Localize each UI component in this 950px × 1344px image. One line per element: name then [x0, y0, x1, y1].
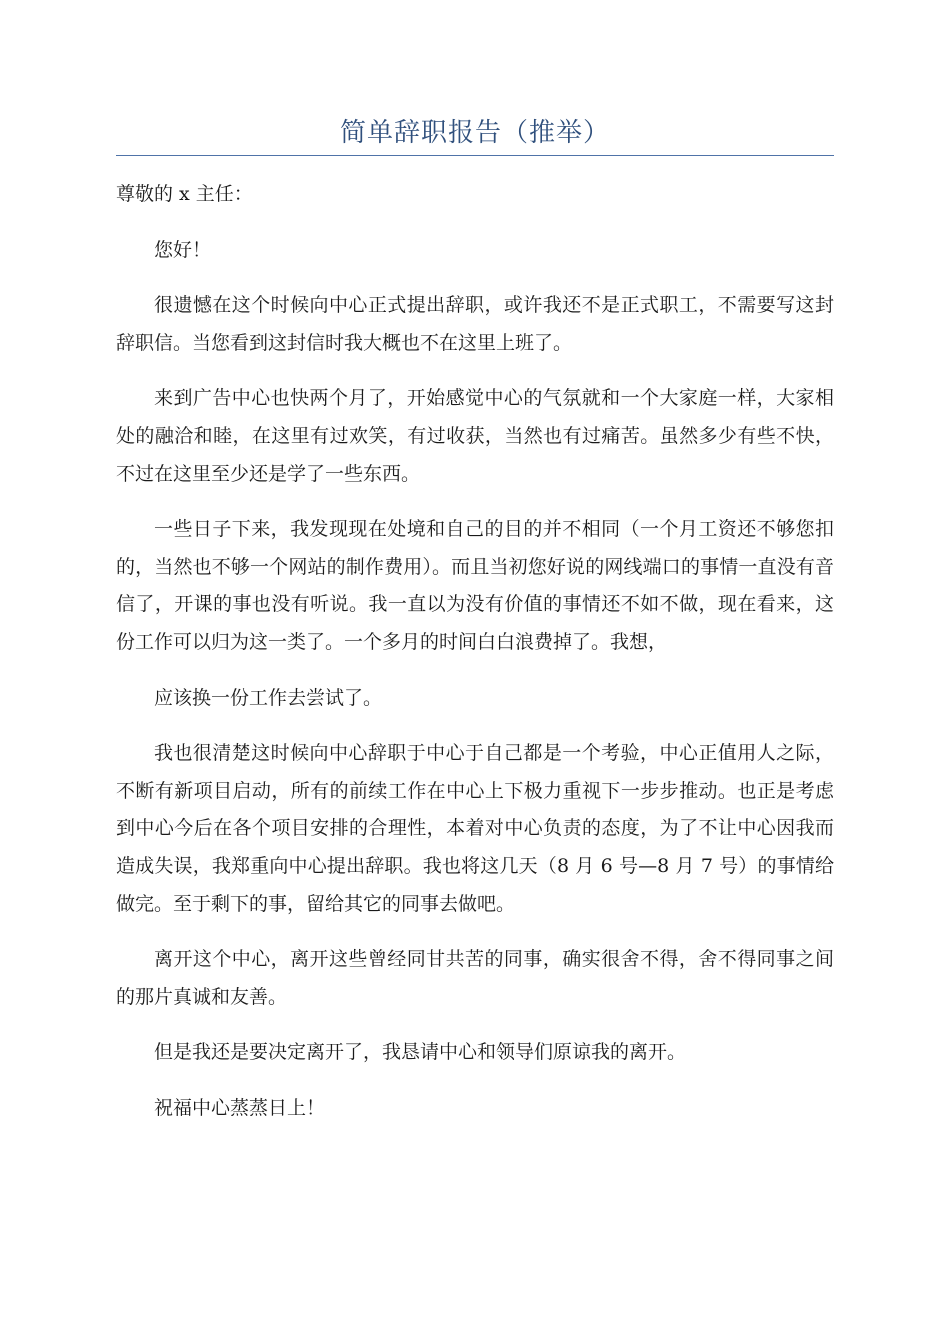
paragraph-4: 应该换一份工作去尝试了。 [154, 686, 383, 709]
document-body [116, 176, 834, 1127]
paragraph-1: 很遗憾在这个时候向中心正式提出辞职，或许我还不是正式职工，不需要写这封辞职信。当您看到这封信时我大概也不在这里上班了。 [116, 294, 834, 354]
paragraph-3: 一些日子下来，我发现现在处境和自己的目的并不相同（一个月工资还不够您扣的，当然也不够一个网站的制作费用）。而且当初您好说的网线端口的事情一直没有音信了，开课的事也没有听说。我一直以为没有价值的事情还不如不做，现在看来，这份工作可以归为这一类了。一个多月的时间白白浪费掉了。我想， [116, 518, 834, 653]
salutation: 尊敬的 x 主任： [116, 183, 253, 205]
closing-wish: 祝福中心蒸蒸日上！ [154, 1096, 326, 1119]
paragraph-2: 来到广告中心也快两个月了，开始感觉中心的气氛就和一个大家庭一样，大家相处的融洽和睦，在这里有过欢笑，有过收获，当然也有过痛苦。虽然多少有些不快，不过在这里至少还是学了一些东西。 [116, 387, 834, 485]
document-page [116, 0, 834, 1145]
title-underline [116, 155, 834, 156]
paragraph-5: 我也很清楚这时候向中心辞职于中心于自己都是一个考验，中心正值用人之际，不断有新项目启动，所有的前续工作在中心上下极力重视下一步步推动。也正是考虑到中心今后在各个项目安排的合理性，本着对中心负责的态度，为了不让中心因我而造成失误，我郑重向中心提出辞职。我也将这几天（8 月 6 号—8 月 7 号）的事情给做完。至于剩下的事，留给其它的同事去做吧。 [116, 742, 834, 915]
paragraph-greeting: 您好！ [154, 238, 212, 261]
paragraph-6: 离开这个中心，离开这些曾经同甘共苦的同事，确实很舍不得，舍不得同事之间的那片真诚和友善。 [116, 948, 834, 1008]
paragraph-7: 但是我还是要决定离开了，我恳请中心和领导们原谅我的离开。 [154, 1041, 687, 1064]
document-title: 简单辞职报告（推举） [339, 118, 610, 148]
